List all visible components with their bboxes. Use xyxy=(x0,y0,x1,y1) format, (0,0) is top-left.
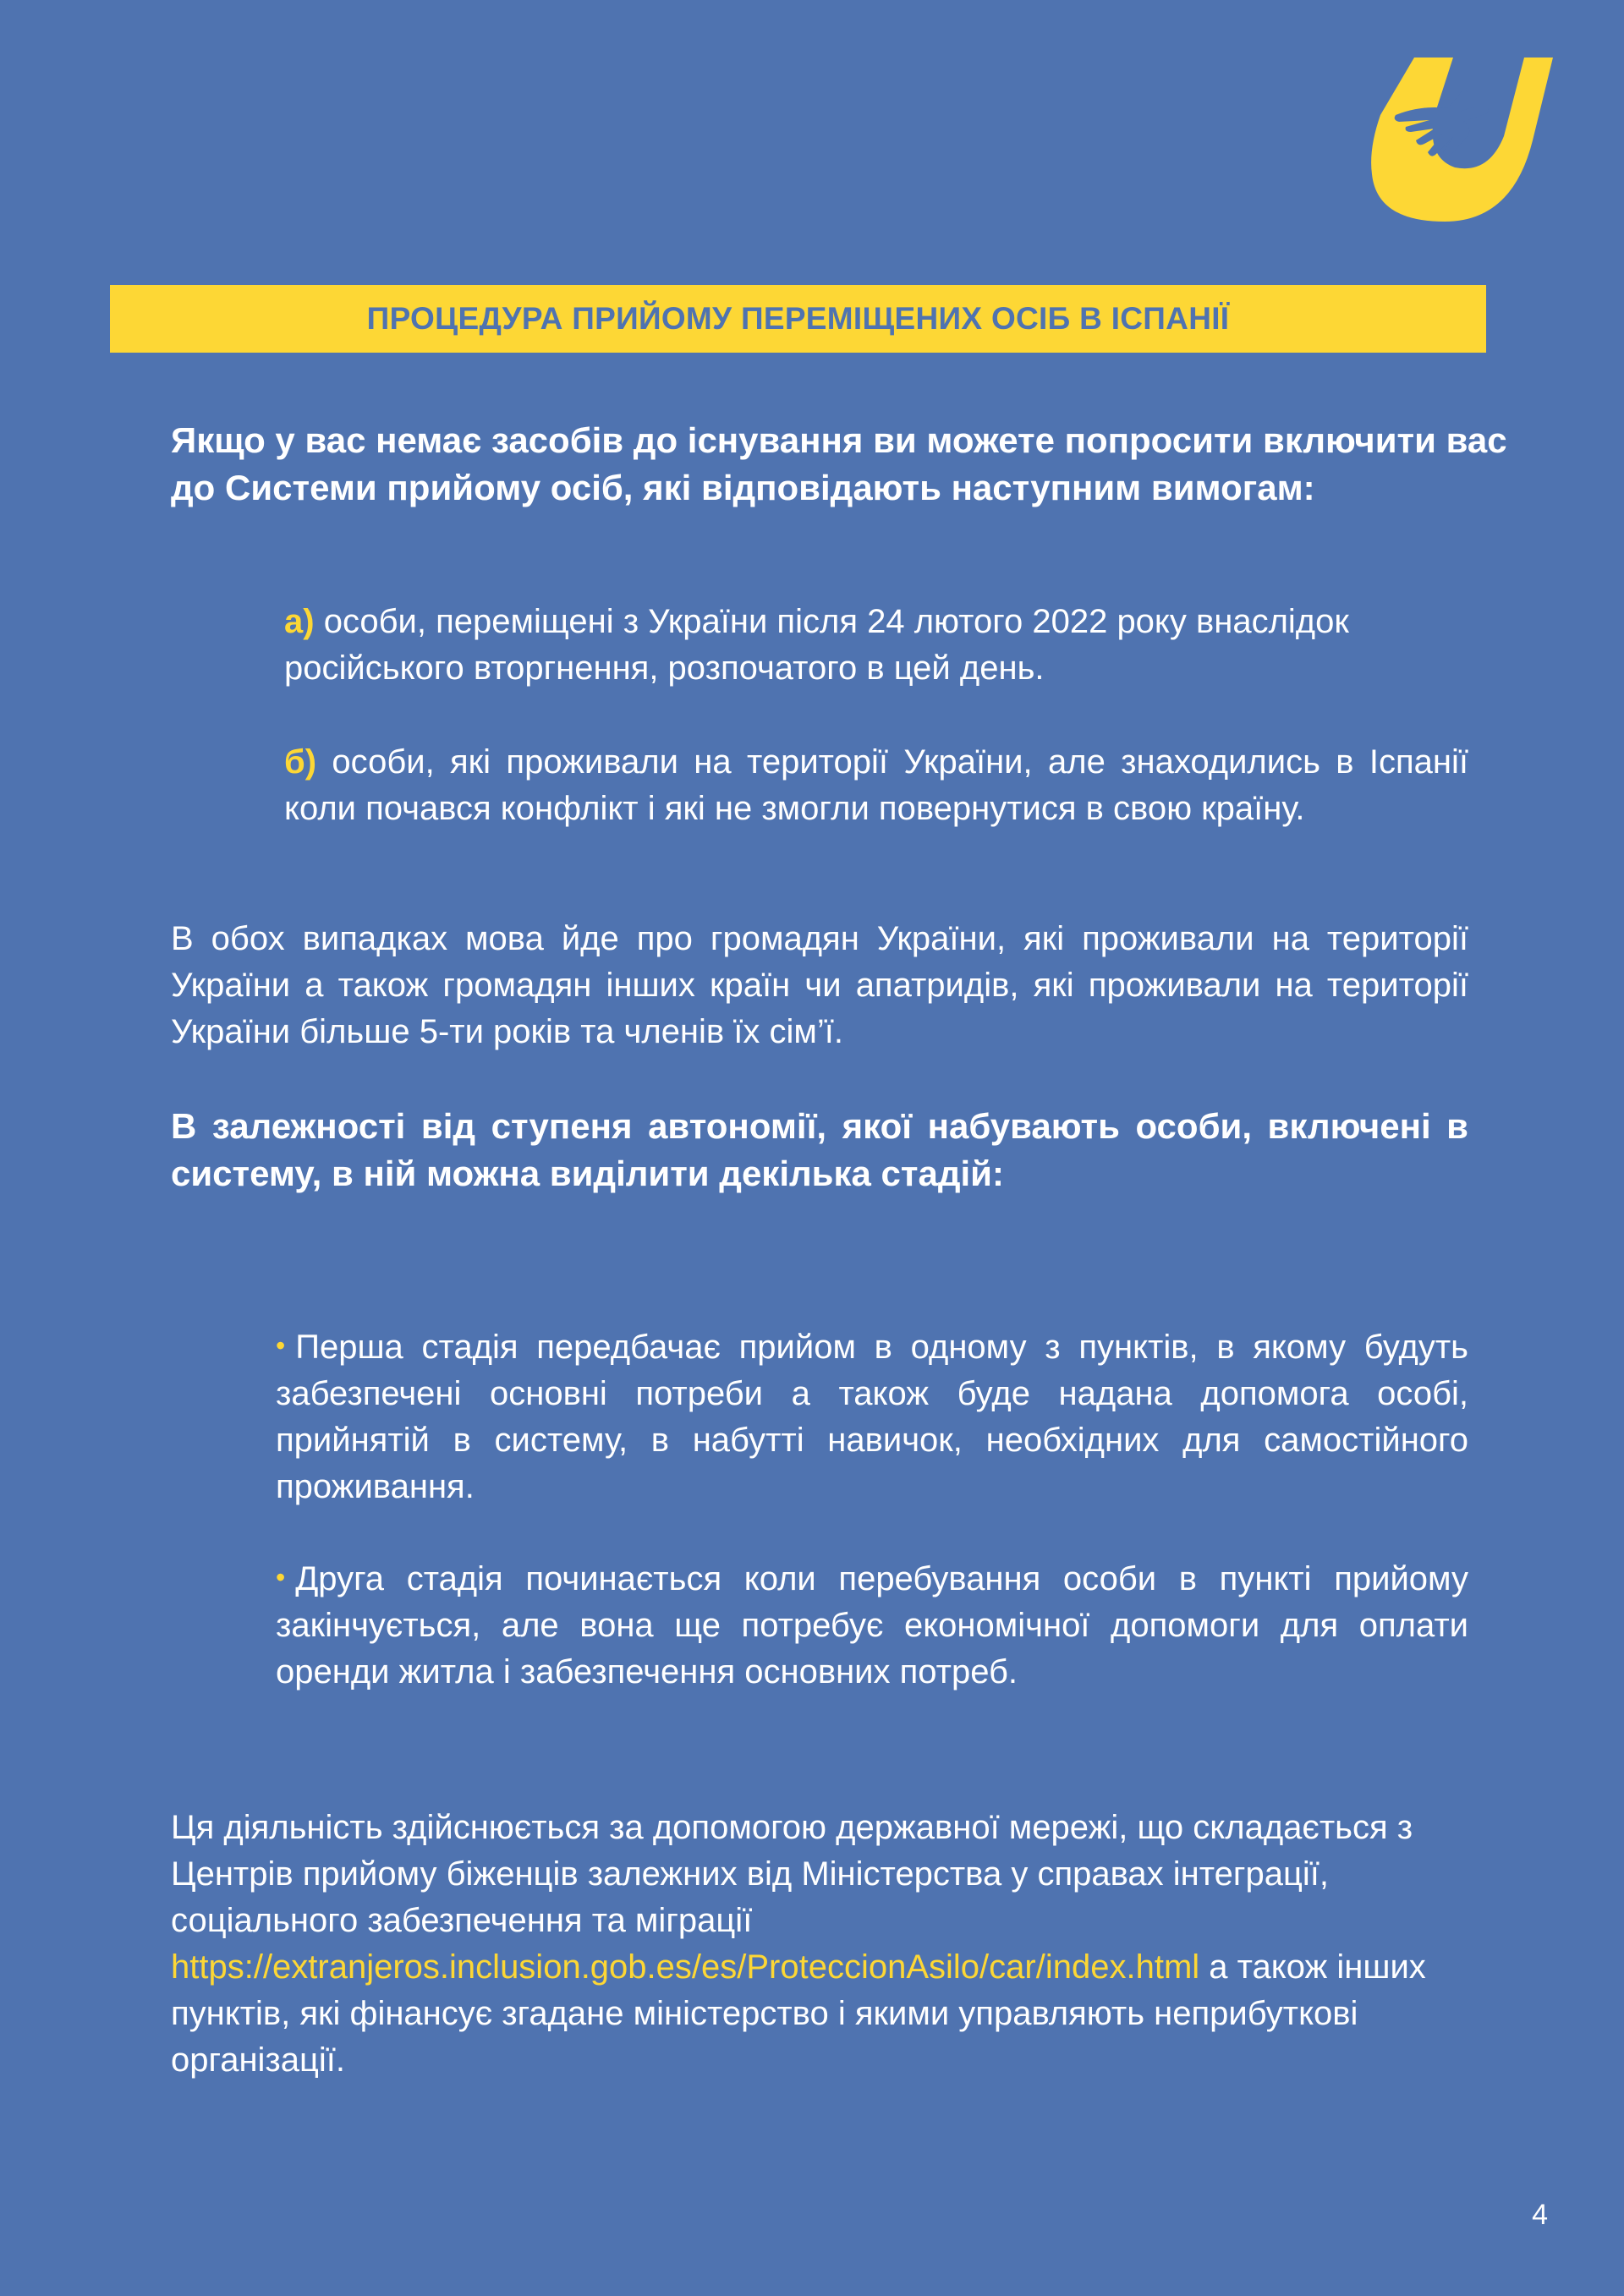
stage-1-text: Перша стадія передбачає прийом в одному з пунктів, в якому будуть забезпечені основні потреби а також буде надана допомога особі, прийнятій в систему, в набутті навичок, необхідних для самостійного проживання. xyxy=(276,1329,1468,1505)
both-cases-paragraph: В обох випадках мова йде про громадян України, які проживали на території України а також громадян інших країн чи апатридів, які проживали на території України більше 5-ти років та членів їх сім’ї. xyxy=(171,920,1468,1050)
condition-a-marker: а) xyxy=(284,603,315,640)
condition-b-marker: б) xyxy=(284,743,317,781)
condition-a xyxy=(284,599,1468,692)
stage-item-1 xyxy=(276,1323,1468,1510)
bullet-icon: • xyxy=(276,1330,286,1361)
logo-graphic xyxy=(1362,56,1556,225)
condition-b xyxy=(284,739,1468,832)
condition-b-text: особи, які проживали на території України, але знаходились в Іспанії коли почався конфлікт і які не змогли повернутися в свою країну. xyxy=(284,743,1468,827)
activity-text-after: а також інших пунктів, які фінансує згадане міністерство і якими управляють неприбуткові організації. xyxy=(171,1948,1426,2079)
hand-in-u-logo-icon xyxy=(1362,56,1556,225)
page-title: ПРОЦЕДУРА ПРИЙОМУ ПЕРЕМІЩЕНИХ ОСІБ В ІСПАНІЇ xyxy=(366,301,1230,336)
ministry-link[interactable]: https://extranjeros.inclusion.gob.es/es/ProteccionAsilo/car/index.html xyxy=(171,1948,1200,1986)
activity-paragraph xyxy=(171,1805,1490,2084)
stage-2-text: Друга стадія починається коли перебування особи в пункті прийому закінчується, але вона ще потребує економічної допомоги для оплати оренди житла і забезпечення основних потреб. xyxy=(276,1560,1468,1690)
activity-text-before: Ця діяльність здійснюється за допомогою державної мережі, що складається з Центрів прийому біженців залежних від Міністерства у справах інтеграції, соціального забезпечення та міграції xyxy=(171,1809,1413,1939)
page-number: 4 xyxy=(1532,2199,1548,2231)
title-banner xyxy=(110,285,1486,353)
bullet-icon: • xyxy=(276,1562,286,1592)
stages-heading: В залежності від ступеня автономії, якої набувають особи, включені в систему, в ній можна виділити декілька стадій: xyxy=(171,1106,1468,1193)
stage-item-2 xyxy=(276,1554,1468,1696)
intro-paragraph: Якщо у вас немає засобів до існування ви можете попросити включити вас до Системи прийому осіб, які відповідають наступним вимогам: xyxy=(171,420,1507,507)
condition-a-text: особи, переміщені з України після 24 лютого 2022 року внаслідок російського вторгнення, розпочатого в цей день. xyxy=(284,603,1349,687)
